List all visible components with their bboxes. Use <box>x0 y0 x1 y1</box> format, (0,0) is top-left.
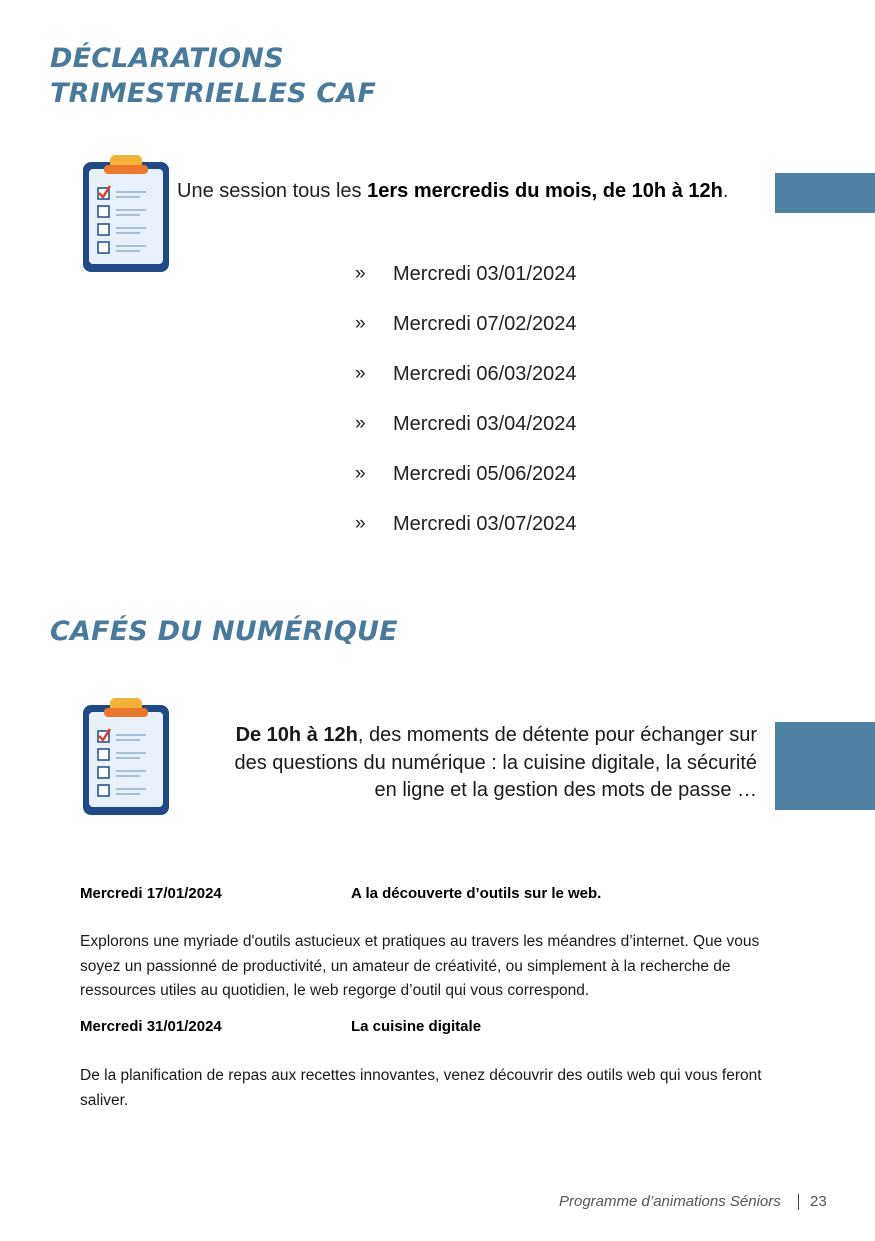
page-number: 23 <box>810 1193 827 1210</box>
footer-label: Programme d’animations Séniors <box>559 1193 781 1210</box>
list-item <box>355 349 576 399</box>
date-label: Mercredi 05/06/2024 <box>393 462 577 485</box>
event-title: La cuisine digitale <box>351 1018 482 1035</box>
caf-intro-bold: 1ers mercredis du mois, de 10h à 12h <box>367 180 723 202</box>
cafes-intro-line1: , des moments de détente pour échanger sur <box>357 724 757 746</box>
section-title-cafes: CAFÉS DU NUMÉRIQUE <box>50 616 398 647</box>
event-description: Explorons une myriade d'outils astucieux et pratiques au travers les méandres d’internet. Que vous soyez un passionné de productivité, un amateur de créativité, ou simplement à la recherche de ressources utiles au quotidien, le web regorge d’outil qui vous correspond. <box>80 933 760 999</box>
caf-intro-text <box>177 180 728 203</box>
cafes-intro-line3: en ligne et la gestion des mots de passe … <box>374 779 757 801</box>
event-description: De la planification de repas aux recettes innovantes, venez découvrir des outils web qui vous feront saliver. <box>80 1067 762 1109</box>
bullet-glyph: » <box>355 463 366 484</box>
list-item <box>355 449 576 499</box>
section-title-caf <box>50 41 376 111</box>
date-label: Mercredi 03/01/2024 <box>393 262 577 285</box>
clipboard-checklist-icon <box>80 154 172 274</box>
date-label: Mercredi 07/02/2024 <box>393 312 577 335</box>
date-label: Mercredi 03/07/2024 <box>393 512 577 535</box>
bullet-glyph: » <box>355 513 366 534</box>
list-item <box>355 499 576 549</box>
cafes-intro-text <box>195 722 757 805</box>
date-label: Mercredi 06/03/2024 <box>393 362 577 385</box>
caf-intro-post: . <box>722 180 729 202</box>
bullet-glyph: » <box>355 363 366 384</box>
section-title-line2: TRIMESTRIELLES CAF <box>50 78 377 109</box>
clipboard-checklist-icon <box>80 697 172 817</box>
bullet-glyph: » <box>355 413 366 434</box>
date-label: Mercredi 03/04/2024 <box>393 412 577 435</box>
caf-intro-pre: Une session tous les <box>177 180 368 202</box>
list-item <box>355 399 576 449</box>
list-item <box>355 249 576 299</box>
accent-block <box>775 722 875 810</box>
caf-date-list <box>355 249 576 549</box>
event-date: Mercredi 17/01/2024 <box>80 885 222 902</box>
bullet-glyph: » <box>355 313 366 334</box>
section-title-line1: DÉCLARATIONS <box>50 43 284 74</box>
list-item <box>355 299 576 349</box>
event-date: Mercredi 31/01/2024 <box>80 1018 222 1035</box>
cafes-intro-bold: De 10h à 12h <box>235 724 358 746</box>
accent-block <box>775 173 875 213</box>
bullet-glyph: » <box>355 263 366 284</box>
cafes-intro-line2: des questions du numérique : la cuisine digitale, la sécurité <box>234 751 757 774</box>
footer-separator <box>798 1194 799 1210</box>
event-title: A la découverte d’outils sur le web. <box>351 885 602 902</box>
